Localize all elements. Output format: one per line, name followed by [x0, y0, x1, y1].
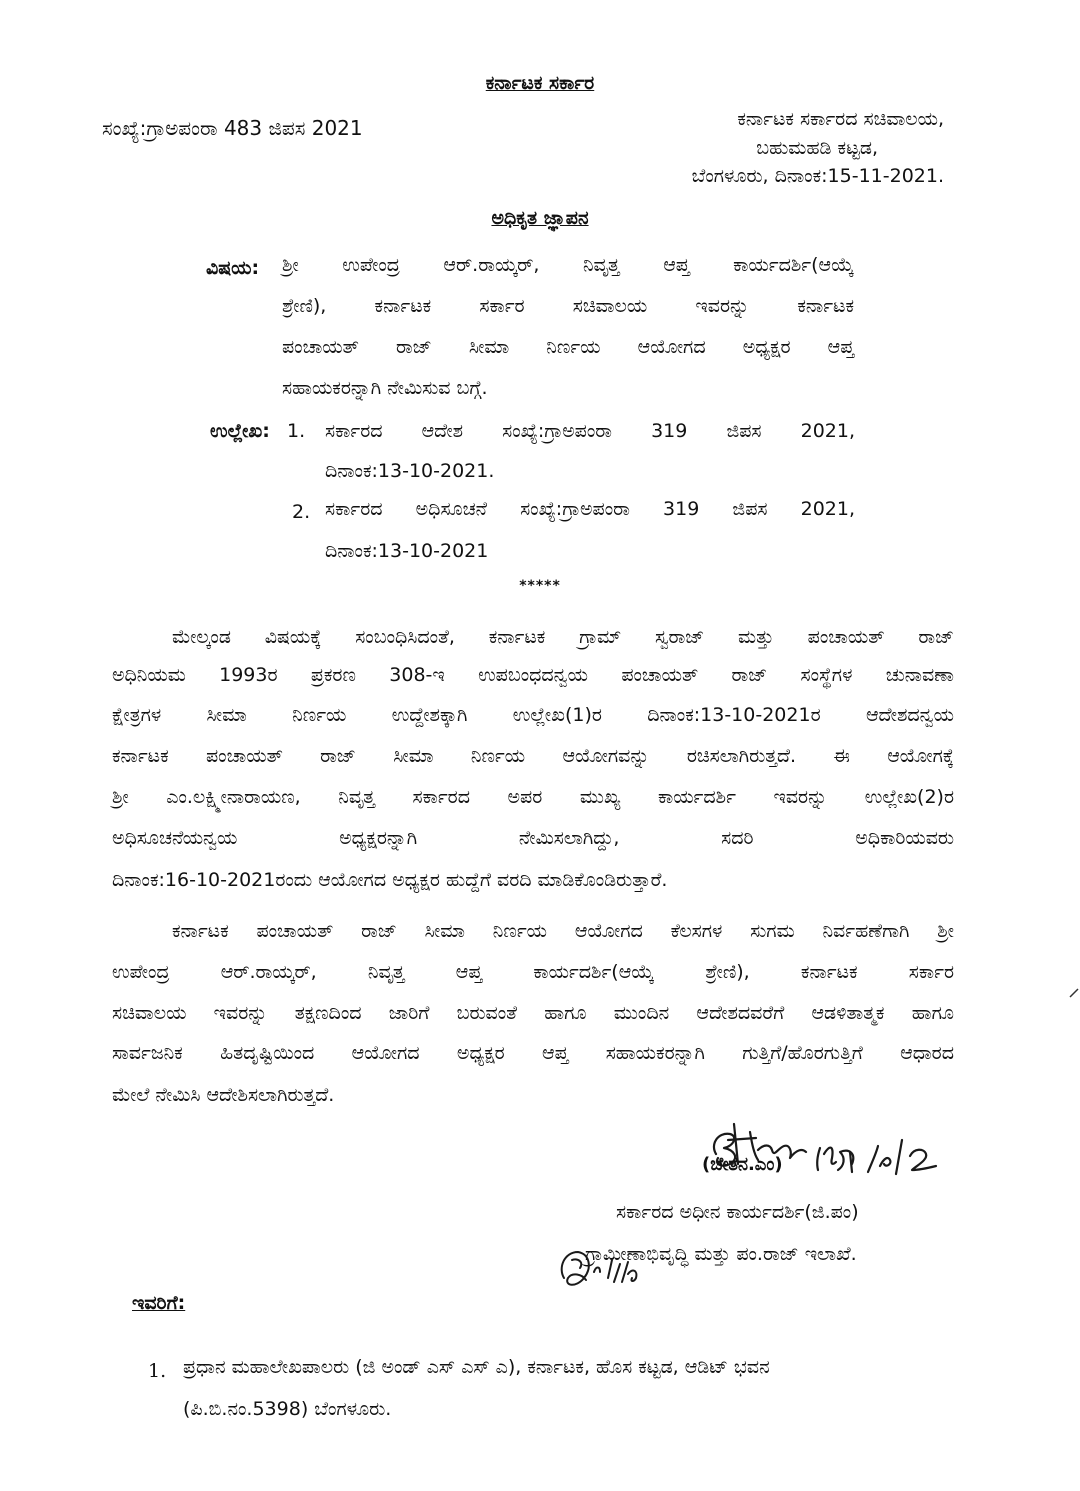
signatory-designation: ಸರ್ಕಾರದ ಅಧೀನ ಕಾರ್ಯದರ್ಶಿ(ಜಿ.ಪಂ) [616, 1201, 859, 1223]
reference-1-line-1: ಸರ್ಕಾರದ ಆದೇಶ ಸಂಖ್ಯೆ:ಗ್ರಾಅಪಂರಾ 319 ಜಿಪಸ 2021, [325, 420, 855, 442]
paragraph-2-line: ಉಪೇಂದ್ರ ಆರ್.ರಾಯ್ಕರ್, ನಿವೃತ್ತ ಆಪ್ತ ಕಾರ್ಯದರ್ಶಿ(ಆಯ್ಕೆ ಶ್ರೇಣಿ), ಕರ್ನಾಟಕ ಸರ್ಕಾರ [112, 961, 954, 983]
subject-line: ಪಂಚಾಯತ್ ರಾಜ್ ಸೀಮಾ ನಿರ್ಣಯ ಆಯೋಗದ ಅಧ್ಯಕ್ಷರ ಆಪ್ತ [282, 336, 854, 358]
handwritten-initials [550, 1238, 640, 1298]
paragraph-1-line: ಅಧಿನಿಯಮ 1993ರ ಪ್ರಕರಣ 308-ಇ ಉಪಬಂಧದನ್ವಯ ಪಂಚಾಯತ್ ರಾಜ್ ಸಂಸ್ಥೆಗಳ ಚುನಾವಣಾ [112, 664, 954, 686]
address-line-2: ಬಹುಮಹಡಿ ಕಟ್ಟಡ, [756, 137, 878, 159]
document-title: ಅಧಿಕೃತ ಜ್ಞಾಪನ [491, 207, 589, 229]
handwritten-signature [700, 1118, 950, 1188]
paragraph-1-line: ಮೇಲ್ಕಂಡ ವಿಷಯಕ್ಕೆ ಸಂಬಂಧಿಸಿದಂತೆ, ಕರ್ನಾಟಕ ಗ್ರಾಮ್ ಸ್ವರಾಜ್ ಮತ್ತು ಪಂಚಾಯತ್ ರಾಜ್ [172, 626, 954, 648]
subject-line: ಶ್ರೀ ಉಪೇಂದ್ರ ಆರ್.ರಾಯ್ಕರ್, ನಿವೃತ್ತ ಆಪ್ತ ಕಾರ್ಯದರ್ಶಿ(ಆಯ್ಕೆ [282, 254, 854, 276]
signatory-name: (ಚೇತನ.ಎಂ) [702, 1154, 783, 1175]
reference-number-2: 2. [292, 501, 311, 523]
reference-number-1: 1. [287, 420, 306, 442]
recipient-number: 1. [148, 1360, 167, 1382]
paragraph-1-line: ಅಧಿಸೂಚನೆಯನ್ವಯ ಅಧ್ಯಕ್ಷರನ್ನಾಗಿ ನೇಮಿಸಲಾಗಿದ್ದು, ಸದರಿ ಅಧಿಕಾರಿಯವರು [112, 827, 954, 849]
paragraph-2-line: ಕರ್ನಾಟಕ ಪಂಚಾಯತ್ ರಾಜ್ ಸೀಮಾ ನಿರ್ಣಯ ಆಯೋಗದ ಕೆಲಸಗಳ ಸುಗಮ ನಿರ್ವಹಣೆಗಾಗಿ ಶ್ರೀ [172, 920, 954, 942]
reference-number: ಸಂಖ್ಯೆ:ಗ್ರಾಅಪಂರಾ 483 ಜಿಪಸ 2021 [102, 116, 363, 140]
subject-label: ವಿಷಯ: [206, 257, 260, 279]
recipients-label: ಇವರಿಗೆ: [132, 1292, 186, 1314]
signatory-department: ಗ್ರಾಮೀಣಾಭಿವೃದ್ಧಿ ಮತ್ತು ಪಂ.ರಾಜ್ ಇಲಾಖೆ. [585, 1243, 857, 1265]
paragraph-1-line: ಕ್ಷೇತ್ರಗಳ ಸೀಮಾ ನಿರ್ಣಯ ಉದ್ದೇಶಕ್ಕಾಗಿ ಉಲ್ಲೇಖ(1)ರ ದಿನಾಂಕ:13-10-2021ರ ಆದೇಶದನ್ವಯ [112, 704, 954, 726]
references-label: ಉಲ್ಲೇಖ: [210, 420, 270, 442]
separator-stars: ***** [519, 578, 561, 594]
recipient-line-2: (ಪಿ.ಬಿ.ನಂ.5398) ಬೆಂಗಳೂರು. [183, 1398, 392, 1420]
scan-mark [1068, 985, 1080, 999]
reference-2-line-2: ದಿನಾಂಕ:13-10-2021 [325, 540, 489, 562]
address-line-1: ಕರ್ನಾಟಕ ಸರ್ಕಾರದ ಸಚಿವಾಲಯ, [737, 108, 944, 130]
paragraph-1-line: ಶ್ರೀ ಎಂ.ಲಕ್ಷ್ಮೀನಾರಾಯಣ, ನಿವೃತ್ತ ಸರ್ಕಾರದ ಅಪರ ಮುಖ್ಯ ಕಾರ್ಯದರ್ಶಿ ಇವರನ್ನು ಉಲ್ಲೇಖ(2)ರ [112, 786, 954, 808]
paragraph-1-line: ದಿನಾಂಕ:16-10-2021ರಂದು ಆಯೋಗದ ಅಧ್ಯಕ್ಷರ ಹುದ್ದೆಗೆ ವರದಿ ಮಾಡಿಕೊಂಡಿರುತ್ತಾರೆ. [112, 869, 668, 891]
recipient-line-1: ಪ್ರಧಾನ ಮಹಾಲೇಖಪಾಲರು (ಜಿ ಅಂಡ್ ಎಸ್ ಎಸ್ ಎ), ಕರ್ನಾಟಕ, ಹೊಸ ಕಟ್ಟಡ, ಆಡಿಟ್ ಭವನ [183, 1356, 770, 1378]
government-header: ಕರ್ನಾಟಕ ಸರ್ಕಾರ [485, 72, 595, 94]
subject-line: ಶ್ರೇಣಿ), ಕರ್ನಾಟಕ ಸರ್ಕಾರ ಸಚಿವಾಲಯ ಇವರನ್ನು ಕರ್ನಾಟಕ [282, 295, 854, 317]
subject-line: ಸಹಾಯಕರನ್ನಾಗಿ ನೇಮಿಸುವ ಬಗ್ಗೆ. [282, 377, 488, 399]
reference-2-line-1: ಸರ್ಕಾರದ ಅಧಿಸೂಚನೆ ಸಂಖ್ಯೆ:ಗ್ರಾಅಪಂರಾ 319 ಜಿಪಸ 2021, [325, 498, 855, 520]
paragraph-2-line: ಮೇಲೆ ನೇಮಿಸಿ ಆದೇಶಿಸಲಾಗಿರುತ್ತದೆ. [112, 1084, 335, 1106]
paragraph-2-line: ಸಾರ್ವಜನಿಕ ಹಿತದೃಷ್ಟಿಯಿಂದ ಆಯೋಗದ ಅಧ್ಯಕ್ಷರ ಆಪ್ತ ಸಹಾಯಕರನ್ನಾಗಿ ಗುತ್ತಿಗೆ/ಹೊರಗುತ್ತಿಗೆ ಆಧಾರದ [112, 1042, 954, 1064]
reference-1-line-2: ದಿನಾಂಕ:13-10-2021. [325, 460, 495, 482]
paragraph-1-line: ಕರ್ನಾಟಕ ಪಂಚಾಯತ್ ರಾಜ್ ಸೀಮಾ ನಿರ್ಣಯ ಆಯೋಗವನ್ನು ರಚಿಸಲಾಗಿರುತ್ತದೆ. ಈ ಆಯೋಗಕ್ಕೆ [112, 745, 954, 767]
address-line-3: ಬೆಂಗಳೂರು, ದಿನಾಂಕ:15-11-2021. [691, 165, 944, 187]
paragraph-2-line: ಸಚಿವಾಲಯ ಇವರನ್ನು ತಕ್ಷಣದಿಂದ ಜಾರಿಗೆ ಬರುವಂತೆ ಹಾಗೂ ಮುಂದಿನ ಆದೇಶದವರೆಗೆ ಆಡಳಿತಾತ್ಮಕ ಹಾಗೂ [112, 1002, 954, 1024]
